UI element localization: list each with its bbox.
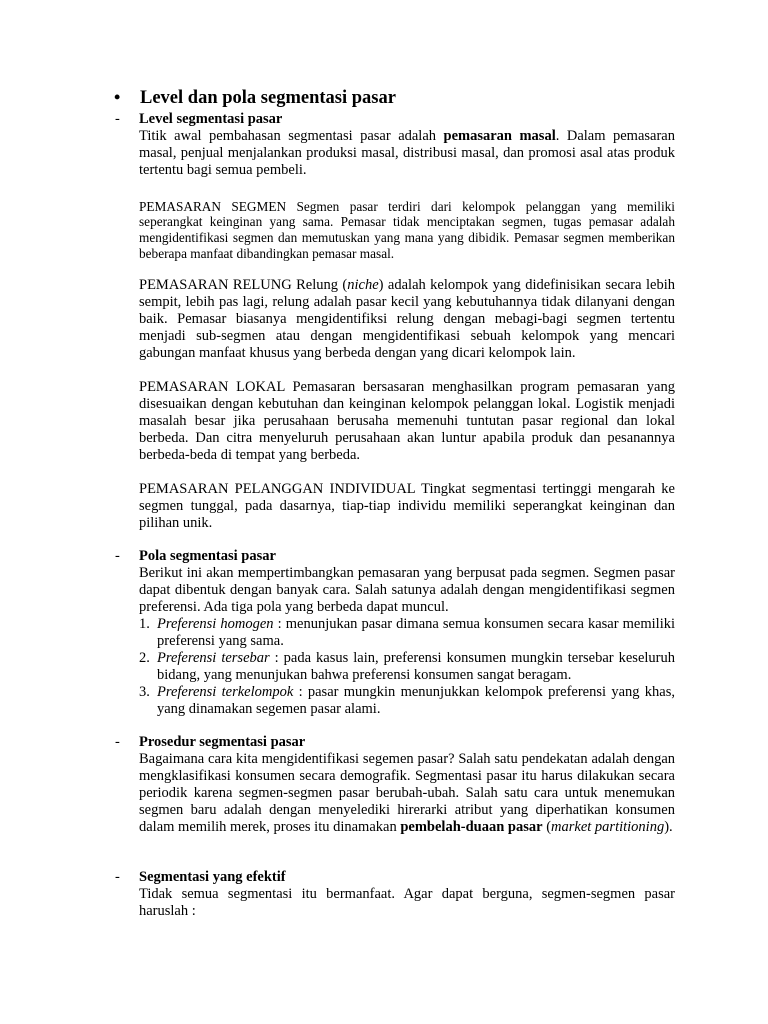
pemasaran-individual-paragraph: PEMASARAN PELANGGAN INDIVIDUAL Tingkat segmentasi tertinggi mengarah ke segmen tunggal, pada dasarnya, tiap-tiap individu memiliki seperangkat keinginan dan pilihan unik. (139, 481, 675, 532)
dash-bullet: - (115, 111, 120, 127)
section-title: Segmentasi yang efektif (139, 869, 286, 885)
section-title: Pola segmentasi pasar (139, 548, 276, 564)
bold-term: pembelah-duaan pasar (400, 818, 543, 835)
intro-paragraph: Titik awal pembahasan segmentasi pasar adalah pemasaran masal. Dalam pemasaran masal, penjual menjalankan produksi masal, distribusi masal, dan promosi asal atas produk tertentu bagi semua pembeli. (139, 127, 675, 178)
bullet-icon: • (114, 87, 121, 107)
bold-term: pemasaran masal (443, 127, 556, 144)
list-item: 1. Preferensi homogen : menunjukan pasar dimana semua konsumen secara kasar memiliki preferensi yang sama. (139, 615, 676, 649)
efektif-paragraph: Tidak semua segmentasi itu bermanfaat. Agar dapat berguna, segmen-segmen pasar haruslah : (139, 885, 675, 919)
dash-bullet: - (115, 548, 120, 564)
main-heading-title: Level dan pola segmentasi pasar (140, 88, 396, 108)
section-title: Level segmentasi pasar (139, 111, 283, 127)
pemasaran-lokal-paragraph: PEMASARAN LOKAL Pemasaran bersasaran menghasilkan program pemasaran yang disesuaikan dengan kebutuhan dan keinginan kelompok pelanggan lokal. Logistik menjadi masalah besar jika perusahaan berusaha memenuhi tuntutan pasar regional dan lokal berbeda. Dan citra menyeluruh perusahaan akan luntur apabila produk dan pesanannya berbeda-beda di tempat yang berbeda. (139, 379, 675, 464)
dash-bullet: - (115, 869, 120, 885)
list-item: 2. Preferensi tersebar : pada kasus lain, preferensi konsumen mungkin tersebar keseluruh bidang, yang menunjukan bahwa preferensi konsumen sangat beragam. (139, 649, 675, 683)
preference-list (139, 616, 675, 718)
italic-term: niche (347, 277, 379, 294)
pemasaran-relung-paragraph: PEMASARAN RELUNG Relung (niche) adalah kelompok yang didefinisikan secara lebih sempit, lebih pas lagi, relung adalah pasar kecil yang kebutuhannya tidak dilanyani dengan baik. Pemasar biasanya mengidentifiksi relung dengan mebagi-bagi segmen tertentu menjadi sub-segmen atau dengan mengidentifikasi sebuah kelompok yang mencari gabungan manfaat khusus yang berbeda dengan yang dicari kelompok lain. (139, 277, 675, 362)
section-title: Prosedur segmentasi pasar (139, 734, 306, 750)
pemasaran-segmen-paragraph: PEMASARAN SEGMEN Segmen pasar terdiri dari kelompok pelanggan yang memiliki seperangkat keinginan yang sama. Pemasar tidak menciptakan segmen, tugas pemasar adalah mengidentifikasi segmen dan memutuskan yang mana yang dibidik. Pemasar segmen memberikan beberapa manfaat dibandingkan pemasar masal. (139, 198, 675, 261)
list-item: 3. Preferensi terkelompok : pasar mungkin menunjukkan kelompok preferensi yang khas, yang dinamakan segemen pasar alami. (139, 683, 675, 717)
prosedur-paragraph: Bagaimana cara kita mengidentifikasi segemen pasar? Salah satu pendekatan adalah dengan mengklasifikasi konsumen secara demografik. Segmentasi pasar itu harus dilakukan secara periodik karena segmen-segmen pasar berubah-ubah. Salah satu cara untuk menemukan segmen baru adalah dengan menyelediki hirerarki atribut yang diperhatikan konsumen dalam memilih merek, proses itu dinamakan pembelah-duaan pasar (market partitioning). (139, 750, 675, 835)
pola-intro-paragraph: Berikut ini akan mempertimbangkan pemasaran yang berpusat pada segmen. Segmen pasar dapat dibentuk dengan banyak cara. Salah satunya adalah dengan mengidentifikasi segmen preferensi. Ada tiga pola yang berbeda dapat muncul. (139, 564, 675, 615)
dash-bullet: - (115, 734, 120, 750)
italic-term: market partitioning (551, 818, 665, 835)
